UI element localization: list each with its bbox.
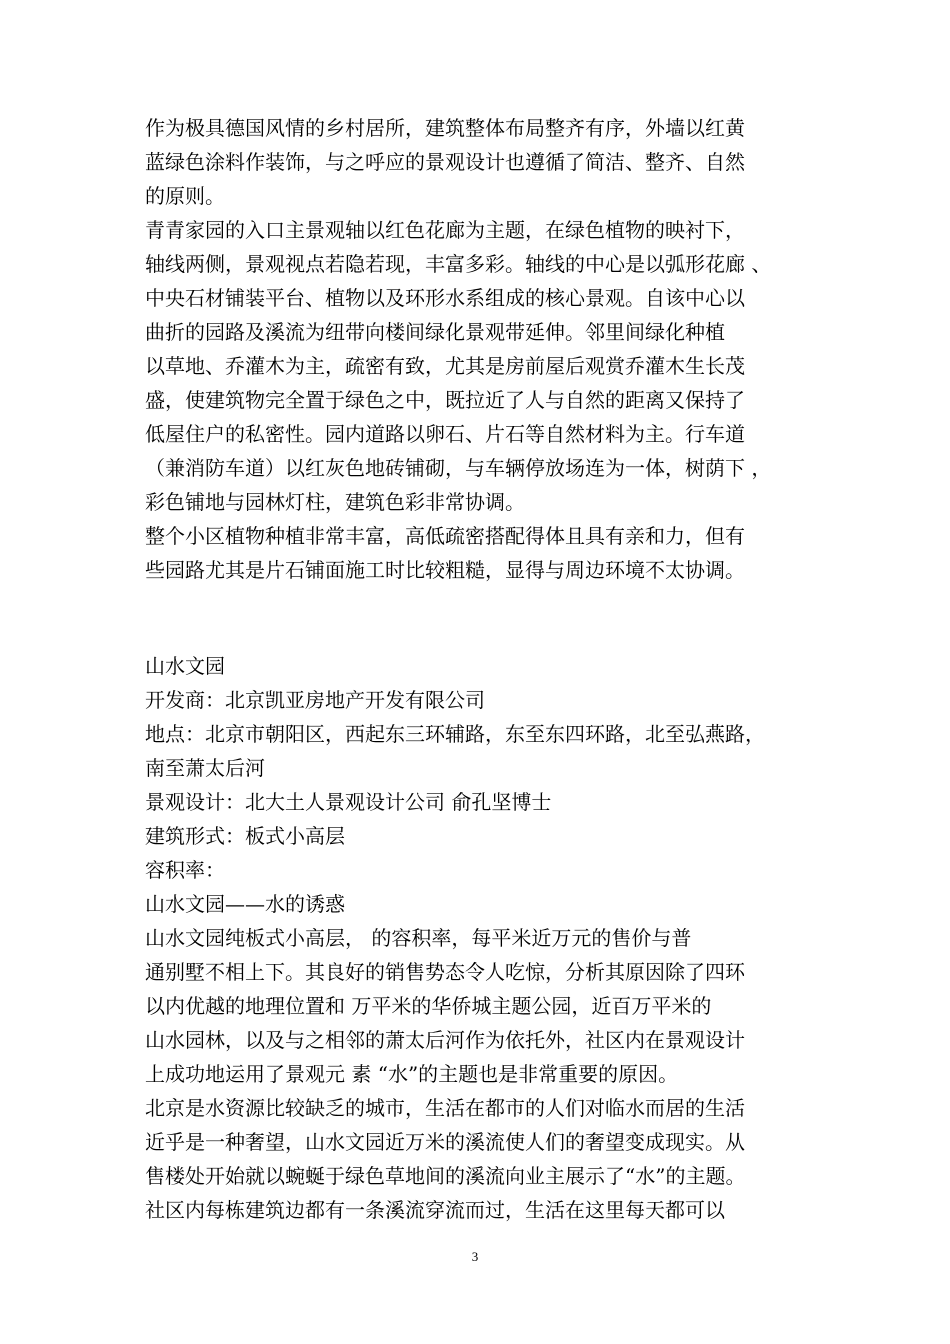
text-line: 以草地、乔灌木为主，疏密有致，尤其是房前屋后观赏乔灌木生长茂 [145, 354, 745, 378]
text-line: 近乎是一种奢望，山水文园近万米的溪流使人们的奢望变成现实。从 [145, 1130, 745, 1154]
text-line: 轴线两侧，景观视点若隐若现，丰富多彩。轴线的中心是以弧形花廊 、 [145, 252, 772, 276]
text-line: 售楼处开始就以蜿蜒于绿色草地间的溪流向业主展示了“水”的主题。 [145, 1164, 746, 1188]
page-number: 3 [471, 1249, 479, 1264]
text-line: 彩色铺地与园林灯柱，建筑色彩非常协调。 [145, 490, 525, 514]
text-line: 盛，使建筑物完全置于绿色之中，既拉近了人与自然的距离又保持了 [145, 388, 745, 412]
text-line: 些园路尤其是片石铺面施工时比较粗糙，显得与周边环境不太协调。 [145, 558, 745, 582]
text-line: 社区内每栋建筑边都有一条溪流穿流而过，生活在这里每天都可以 [145, 1198, 725, 1222]
text-line: （兼消防车道）以红灰色地砖铺砌，与车辆停放场连为一体，树荫下 ， [145, 456, 772, 480]
text-line: 青青家园的入口主景观轴以红色花廊为主题，在绿色植物的映衬下， [145, 218, 745, 242]
paragraph-qingqing-garden [145, 111, 825, 587]
text-line: 开发商：北京凯亚房地产开发有限公司 [145, 688, 485, 712]
text-line: 作为极具德国风情的乡村居所，建筑整体布局整齐有序，外墙以红黄 [145, 116, 745, 140]
text-line: 以内优越的地理位置和 万平米的华侨城主题公园，近百万平米的 [145, 994, 712, 1018]
text-line: 山水文园纯板式小高层， 的容积率，每平米近万元的售价与普 [145, 926, 692, 950]
text-line: 北京是水资源比较缺乏的城市，生活在都市的人们对临水而居的生活 [145, 1096, 745, 1120]
text-line: 山水园林，以及与之相邻的萧太后河作为依托外，社区内在景观设计 [145, 1028, 745, 1052]
section-title: 山水文园 [145, 654, 225, 678]
text-line: 南至萧太后河 [145, 756, 265, 780]
text-line: 地点：北京市朝阳区，西起东三环辅路，东至东四环路，北至弘燕路， [145, 722, 765, 746]
text-line: 中央石材铺装平台、植物以及环形水系组成的核心景观。自该中心以 [145, 286, 745, 310]
text-line: 建筑形式：板式小高层 [145, 824, 345, 848]
text-line: 上成功地运用了景观元 素 “水”的主题也是非常重要的原因。 [145, 1062, 679, 1086]
text-line: 曲折的园路及溪流为纽带向楼间绿化景观带延伸。邻里间绿化种植 [145, 320, 725, 344]
text-line: 低屋住户的私密性。园内道路以卵石、片石等自然材料为主。行车道 [145, 422, 745, 446]
subsection-title: 山水文园——水的诱惑 [145, 892, 345, 916]
text-line: 整个小区植物种植非常丰富，高低疏密搭配得体且具有亲和力，但有 [145, 524, 745, 548]
text-line: 景观设计：北大土人景观设计公司 俞孔坚博士 [145, 790, 552, 814]
section-shanshui-wenyuan [145, 649, 825, 1227]
text-line: 容积率： [145, 858, 225, 882]
text-line: 的原则。 [145, 184, 225, 208]
text-line: 通别墅不相上下。其良好的销售势态令人吃惊，分析其原因除了四环 [145, 960, 745, 984]
text-line: 蓝绿色涂料作装饰，与之呼应的景观设计也遵循了简洁、整齐、自然 [145, 150, 745, 174]
